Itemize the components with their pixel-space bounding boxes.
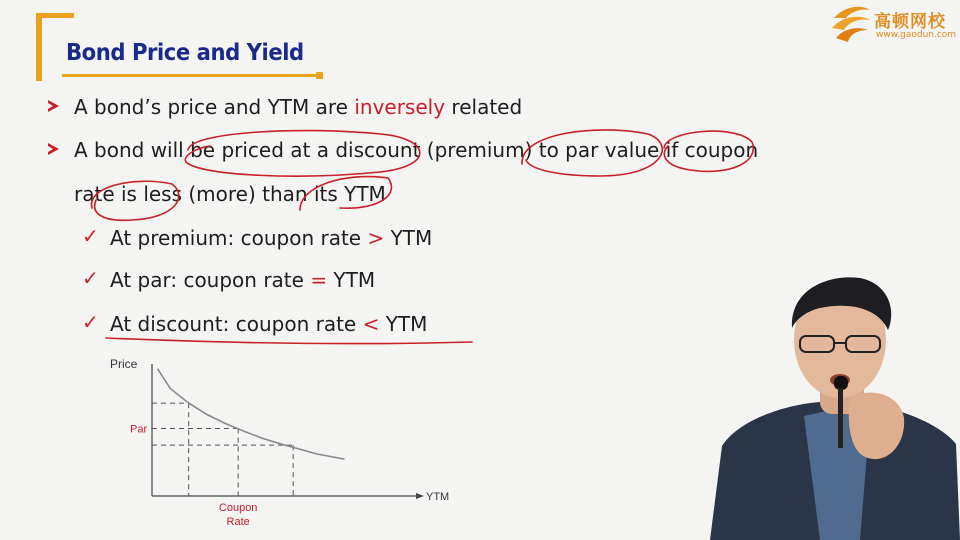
check-par-operator: = [310,268,328,292]
check-par-text: At par: coupon rate [110,268,311,292]
check-discount [110,312,427,336]
coupon-rate-label-line1: Coupon [218,502,258,514]
x-axis-label: YTM [426,491,450,503]
x-axis-arrow-icon [416,493,424,499]
check-par [110,268,375,292]
title-frame-accent [36,13,42,81]
bullet-arrow-icon [48,143,59,155]
checkmark-icon: ✓ [82,224,99,248]
check-premium-ytm: YTM [384,226,433,250]
checkmark-icon: ✓ [82,266,99,290]
bullet1-highlight: inversely [354,95,446,119]
coupon-rate-label-line2: Rate [226,516,250,528]
check-discount-operator: < [362,312,380,336]
y-axis-label: Price [110,357,138,371]
logo-name: 高顿网校 [874,12,946,32]
slide-title: Bond Price and Yield [66,40,304,66]
check-discount-ytm: YTM [379,312,428,336]
check-premium [110,226,432,250]
title-underline [62,74,320,77]
checkmark-icon: ✓ [82,310,99,334]
check-premium-text: At premium: coupon rate [110,226,368,250]
check-par-ytm: YTM [327,268,376,292]
bullet-inverse-relation [74,95,522,119]
title-frame-accent-top [36,13,74,18]
par-marker-label: Par [130,423,148,436]
title-underline-dot [316,72,323,79]
price-yield-chart [100,350,450,540]
bullet-arrow-icon [48,100,59,112]
check-discount-text: At discount: coupon rate [110,312,363,336]
annotation-underline-discount [106,338,472,344]
guide-lines [152,403,293,496]
bullet1-text-post: related [445,95,523,119]
bullet1-text-pre: A bond’s price and YTM are [74,95,355,119]
check-premium-operator: > [367,226,385,250]
bullet2-line1: A bond will be priced at a discount (premium) to par value if coupon [74,138,759,162]
bullet2-line2: rate is less (more) than its YTM [74,182,386,206]
logo-url: www.gaodun.com [876,30,957,40]
presenter-video-overlay [700,268,960,540]
